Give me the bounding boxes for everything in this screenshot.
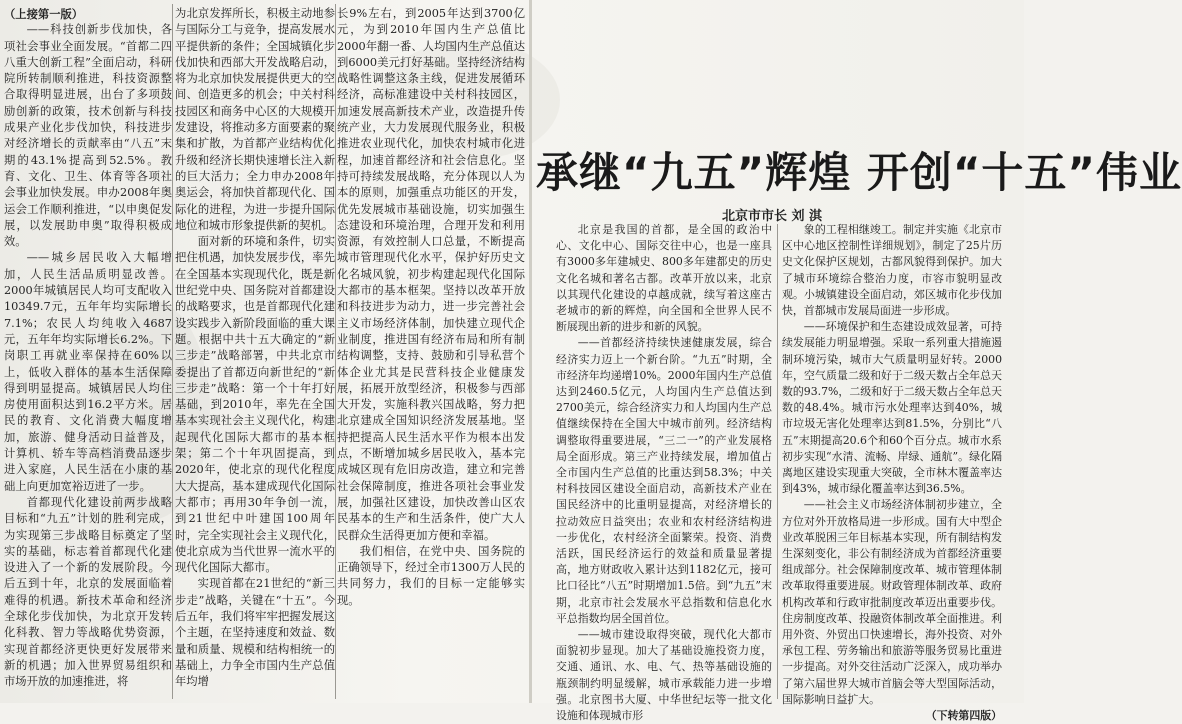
column-divider (172, 4, 173, 699)
paragraph: 为北京发挥所长，积极主动地参与国际分工与竞争，提高发展水平提供新的条件；全国城镇化步伐加快和西部大开发战略启动，将为北京加快发展提供更大的空间、创造更多的机会；中关村科技园区和商务中心区的大规模开发建设，将推动多方面要素的聚集和扩散，为首都产业结构优化升级和经济长期快速增长注入新的巨大活力；全力申办2008年奥运会，将加快首都现代化、国际化的进程，为进一步提升国际地位和城市形象提供新的契机。 (175, 7, 335, 232)
continued-from-label: （上接第一版） (4, 7, 84, 21)
page-fold (529, 0, 532, 703)
column-divider (335, 4, 336, 699)
column-divider (777, 224, 778, 699)
left-article-column-1 (4, 6, 172, 701)
paragraph: 象的工程相继竣工。制定并实施《北京市区中心地区控制性详细规划》，制定了25片历史文化保护区规划，古都风貌得到保护。加大了城市环境综合整治力度，市容市貌明显改观。小城镇建设全面启动，郊区城市化步伐加快，首都城市发展局面进一步形成。 (782, 223, 1002, 318)
continued-on-label: （下转第四版） (925, 709, 1002, 723)
paragraph: 北京是我国的首都，是全国的政治中心、文化中心、国际交往中心，也是一座具有3000多年建城史、800多年建都史的历史文化名城和著名古都。改革开放以来，北京以其现代化建设的卓越成就，续写着这座古老城市的新的辉煌，向全国和全世界人民不断展现出新的进步和新的风貌。 (556, 223, 772, 334)
paragraph: 我们相信，在党中央、国务院的正确领导下，经过全市1300万人民的共同努力，我们的目标一定能够实现。 (337, 544, 525, 607)
paragraph: ——首都经济持续快速健康发展，综合经济实力迈上一个新台阶。“九五”时期，全市经济年均递增10%。2000年国内生产总值达到2460.5亿元，人均国内生产总值达到2700美元，综合经济实力和人均国内生产总值继续保持在全国大中城市前列。经济结构调整取得重要进展，“三二一”的产业发展格局全面形成。第三产业持续发展，增加值占全市国内生产总值的比重达到58.3%；中关村科技园区建设全面启动，高新技术产业在国民经济中的比重明显提高，对经济增长的拉动效应日益突出；农业和农村经济结构进一步优化，农村经济全面繁荣。投资、消费活跃，国民经济运行的效益和质量显著提高，地方财政收入累计达到1182亿元，接可比口径比“八五”时期增加1.5倍。到“九五”末期，北京市社会发展水平总指数和信息化水平总指数均居全国首位。 (556, 336, 772, 625)
article-headline: 承继“九五”辉煌 开创“十五”伟业 (536, 148, 1182, 197)
paragraph: 长9%左右，到2005年达到3700亿元，为到2010年国内生产总值比2000年翻一番、人均国内生产总值达到6000美元打好基础。坚持经济结构战略性调整这条主线，促进发展循环经济，高标准建设中关村科技园区，加速发展高新技术产业，改造提升传统产业，大力发展现代服务业，积极推进农业现代化，加快农村城市化进程，加速首都经济和社会信息化。坚持可持续发展战略，充分体现以人为本的原则，加强重点功能区的开发，优先发展城市基础设施，切实加强生态建设和环境治理，合理开发和利用资源，有效控制人口总量，不断提高城市管理现代化水平，保护好历史文化名城风貌，初步构建起现代化国际大都市的基本框架。坚持以改革开放和科技进步为动力，进一步完善社会主义市场经济体制，加快建立现代企业制度，推进国有经济布局和所有制结构调整，支持、鼓励和引导私营个体企业尤其是民营科技企业健康发展，拓展开放型经济，积极参与西部大开发，实施科教兴国战略，努力把北京建成全国知识经济发展基地。坚持把提高人民生活水平作为根本出发点，不断增加城乡居民收入，基本完成城区现有危旧房改造，建立和完善社会保障制度，推进各项社会事业发展，加强社区建设，加快改善山区农民基本的生产和生活条件，使广大人民群众生活得更加方便和幸福。 (337, 7, 525, 542)
paragraph: ——环境保护和生态建设成效显著，可持续发展能力明显增强。采取一系列重大措施遏制环境污染，城市大气质量明显好转。2000年，空气质量二级和好于二级天数占全年总天数的93.7%，二级和好于二级天数占全年总天数的48.4%。城市污水处理率达到40%，城市垃圾无害化处理率达到81.5%，分别比“八五”末期提高20.6个和60个百分点。城市水系初步实现“水清、流畅、岸绿、通航”。绿化隔离地区建设实现重大突破，全市林木覆盖率达到43%，城市绿化覆盖率达到36.5%。 (782, 320, 1002, 496)
left-article-column-2 (175, 6, 335, 701)
right-article-column-1 (556, 222, 772, 723)
paragraph: ——城市建设取得突破，现代化大都市面貌初步显现。加大了基础设施投资力度，交通、通讯、水、电、气、热等基础设施的瓶颈制约明显缓解，城市承载能力进一步增强。北京图书大厦、中华世纪坛等一批文化设施和体现城市形 (556, 628, 772, 723)
paragraph: 首都现代化建设前两步战略目标和“九五”计划的胜利完成，为实现第三步战略目标奠定了坚实的基础，标志着首都现代化建设进入了一个新的发展阶段。今后五到十年，北京的发展面临着难得的机遇。新技术革命和经济全球化步伐加快，为北京开发转化科教、智力等战略优势资源，实现首都经济更快更好发展带来新的机遇；加入世界贸易组织和市场开放的加速推进，将 (4, 495, 172, 689)
paragraph: ——科技创新步伐加快，各项社会事业全面发展。“首都二四八重大创新工程”全面启动，科研院所转制顺利推进，科技资源整合取得明显进展，出台了多项鼓励创新的政策，技术创新与科技成果产业化步伐加快，科技进步对经济增长的贡献率由“八五”末期的43.1%提高到52.5%。教育、文化、卫生、体育等各项社会事业加快发展。申办2008年奥运会工作顺利推进，“以申奥促发展，以发展助申奥”取得积极成效。 (4, 23, 172, 249)
paragraph: ——城乡居民收入大幅增加，人民生活品质明显改善。2000年城镇居民人均可支配收入10349.7元，五年年均实际增长7.1%；农民人均纯收入4687元，五年年均实际增长6.2%。下岗职工再就业率保持在60%以上，低收入群体的基本生活保障得到明显提高。城镇居民人均住房使用面积达到16.2平方米。居民的教育、文化消费大幅度增加，旅游、健身活动日益普及，计算机、轿车等高档消费品逐步进入家庭，人民生活在小康的基础上向更加宽裕迈进了一步。 (4, 251, 172, 493)
paragraph: 实现首都在21世纪的“新三步走”战略，关键在“十五”。今后五年，我们将牢牢把握发展这个主题，在坚持速度和效益、数量和质量、规模和结构相统一的基础上，力争全市国内生产总值年均增 (175, 577, 335, 689)
paragraph: ——社会主义市场经济体制初步建立，全方位对外开放格局进一步形成。国有大中型企业改革脱困三年目标基本实现，所有制结构发生深刻变化，非公有制经济成为首都经济重要组成部分。社会保障制度改革、城市管理体制改革取得重要进展。财政管理体制改革、政府机构改革和行政审批制度改革迈出重要步伐。住房制度改革、投融资体制改革全面推进。利用外资、外贸出口快速增长，海外投资、对外承包工程、劳务输出和旅游等服务贸易比重进一步提高。对外交往活动广泛深入，成功举办了第六届世界大城市首脑会等大型国际活动，国际影响日益扩大。 (782, 498, 1002, 706)
left-article-column-3 (337, 6, 525, 701)
article-byline: 北京市市长 刘 淇 (721, 209, 823, 224)
right-article-column-2 (782, 222, 1002, 723)
paragraph: 面对新的环境和条件，切实把住机遇，加快发展步伐，率先在全国基本实现现代化，既是新世纪党中央、国务院对首都建设的战略要求，也是首都现代化建设实践步入新阶段面临的重大课题。根据中共十五大确定的“新三步走”战略部署，中共北京市委提出了首都迈向新世纪的“新三步走”战略：第一个十年打好基础，到2010年，率先在全国基本实现社会主义现代化，构建起现代化国际大都市的基本框架；第二个十年巩固提高，到2020年，使北京的现代化程度大大提高，基本建成现代化国际大都市；再用30年争创一流，到21世纪中叶建国100周年时，完全实现社会主义现代化，使北京成为当代世界一流水平的现代化国际大都市。 (175, 235, 335, 575)
